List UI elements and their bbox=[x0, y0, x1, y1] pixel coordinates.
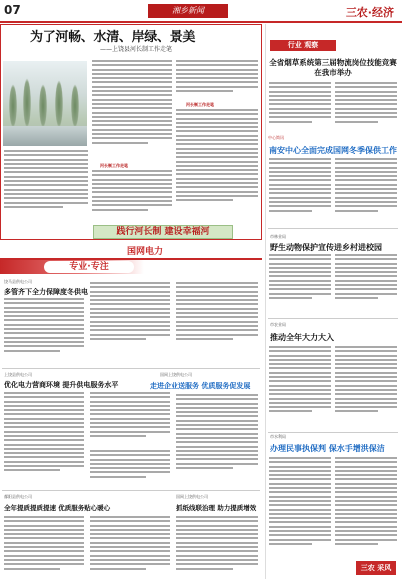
left-section-label-3: 鄱阳县供电公司 bbox=[4, 494, 32, 499]
center-section-label-2: 国网上饶供电公司 bbox=[176, 494, 208, 499]
winter-body-col2 bbox=[335, 158, 397, 222]
header-rule bbox=[0, 21, 402, 23]
left-body-2a bbox=[4, 392, 84, 484]
brief-label: 中心简讯 bbox=[268, 135, 284, 140]
river-chief-banner: 践行河长制 建设幸福河 bbox=[93, 225, 233, 239]
right-body-2a bbox=[269, 346, 331, 424]
professional-banner bbox=[0, 260, 262, 274]
page-header bbox=[0, 0, 402, 22]
winter-body-col1 bbox=[269, 158, 331, 222]
feature-subhead-1: 河长制工作走笔 bbox=[100, 163, 128, 168]
right-body-1a bbox=[269, 254, 331, 310]
feature-headline: 为了河畅、水清、岸绿、景美 bbox=[30, 30, 196, 45]
industry-tag: 行业 观察 bbox=[270, 40, 336, 51]
column-divider bbox=[265, 24, 266, 579]
section-rule bbox=[268, 318, 398, 319]
left-body-2b bbox=[90, 392, 170, 444]
feature-body-col1 bbox=[4, 150, 88, 220]
left-body-3b bbox=[90, 516, 170, 578]
newspaper-logo: 湘乡新闻 bbox=[148, 4, 228, 18]
right-section-head-3: 办理民事执保判 保水手增洪保洁 bbox=[270, 443, 385, 453]
left-body-1c bbox=[176, 282, 258, 352]
center-section-head-1: 走进企业送服务 优质服务促发展 bbox=[150, 381, 251, 390]
right-section-head-2: 推动全年大力大入 bbox=[270, 332, 334, 342]
page-number: 07 bbox=[4, 3, 21, 17]
feature-subtitle: ——上饶县河长制工作走笔 bbox=[100, 46, 173, 53]
river-photo bbox=[3, 61, 87, 146]
center-body-2 bbox=[176, 516, 258, 578]
feature-body-col3 bbox=[176, 60, 258, 100]
column-stamp: 三农 采风 bbox=[356, 561, 396, 575]
right-section-label-2: 市农业局 bbox=[270, 322, 286, 327]
center-section-head-2: 抓纸线联治理 助力提质增效 bbox=[176, 504, 257, 512]
winter-supply-headline: 南安中心全面完成国网冬季保供工作 bbox=[269, 146, 397, 155]
center-body-1b bbox=[90, 450, 170, 484]
power-brand: 国网电力 bbox=[126, 247, 163, 257]
section-rule bbox=[2, 368, 260, 369]
section-rule bbox=[268, 432, 398, 433]
right-body-2b bbox=[335, 346, 397, 424]
power-company-bar bbox=[0, 245, 262, 259]
feature-body-col2b bbox=[92, 170, 172, 222]
right-body-3b bbox=[335, 457, 397, 557]
section-rule bbox=[268, 228, 398, 229]
left-section-label-1: 饶马县供电公司 bbox=[4, 279, 32, 284]
right-section-label-3: 市水利局 bbox=[270, 434, 286, 439]
left-section-head-2: 优化电力营商环境 提升供电服务水平 bbox=[4, 380, 119, 389]
right-body-1b bbox=[335, 254, 397, 310]
left-section-head-1: 多管齐下全力保障度冬供电 bbox=[4, 287, 88, 296]
feature-subhead-2: 河长制工作走笔 bbox=[186, 102, 214, 107]
right-section-head-1: 野生动物保护宣传进乡村进校园 bbox=[270, 242, 382, 252]
feature-body-col3b bbox=[176, 109, 258, 221]
tobacco-contest-headline: 全省烟草系统第三届物流岗位技能竞赛在我市举办 bbox=[269, 58, 397, 77]
right-body-3a bbox=[269, 457, 331, 557]
professional-banner-text: 专业·专注 bbox=[44, 261, 134, 273]
feature-body-col2 bbox=[92, 60, 172, 160]
tobacco-body-col1 bbox=[269, 82, 331, 132]
section-rule bbox=[2, 490, 260, 491]
left-body-1a bbox=[4, 298, 84, 362]
center-section-label-1: 国网上饶供电公司 bbox=[160, 372, 192, 377]
tobacco-body-col2 bbox=[335, 82, 397, 132]
center-body-1 bbox=[176, 394, 258, 484]
section-title: 三农·经济 bbox=[345, 6, 394, 19]
left-body-3a bbox=[4, 516, 84, 578]
left-body-1b bbox=[90, 282, 170, 352]
left-section-head-3: 全年提质提质提速 优质服务贴心暖心 bbox=[4, 504, 111, 512]
left-section-label-2: 上饶县供电公司 bbox=[4, 372, 32, 377]
right-section-label-1: 市林业局 bbox=[270, 234, 286, 239]
